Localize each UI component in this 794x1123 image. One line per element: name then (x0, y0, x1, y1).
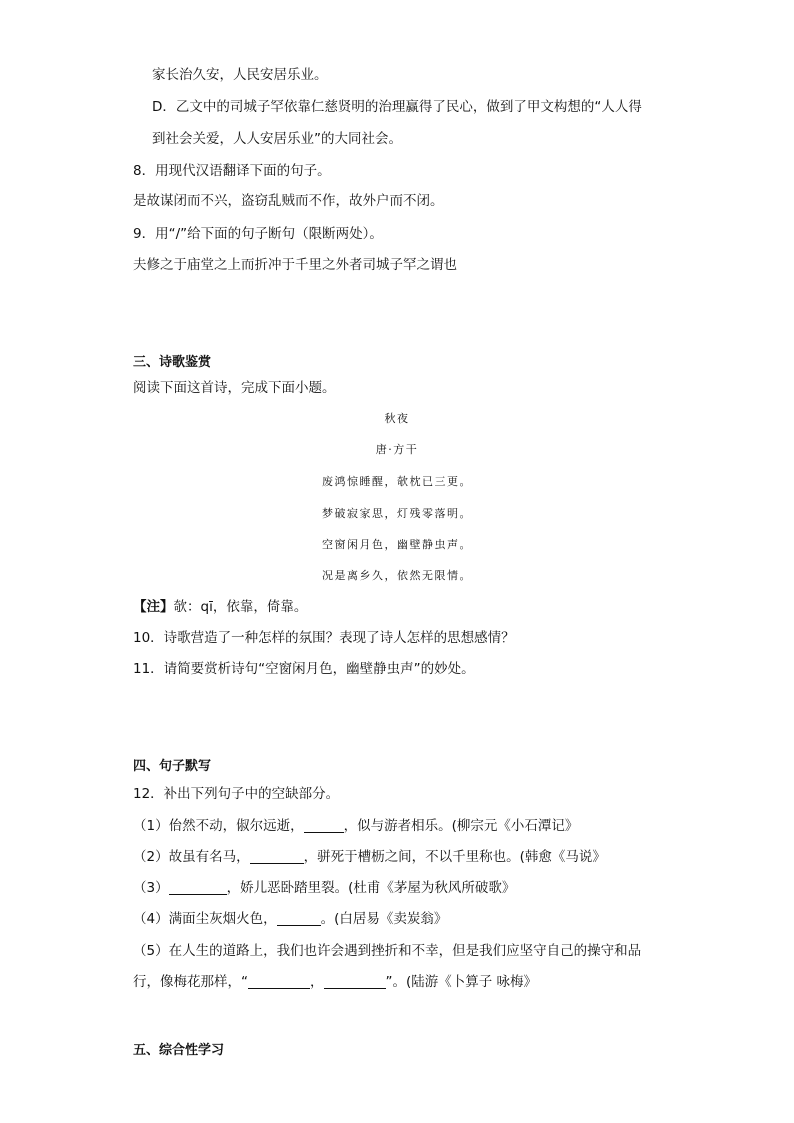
fill-item (133, 879, 515, 897)
question-9-sentence: 夫修之于庙堂之上而折冲于千里之外者司城子罕之谓也 (133, 257, 457, 273)
answer-blank[interactable] (169, 880, 227, 895)
fill-item-suffix: 。(白居易《卖炭翁》 (320, 911, 448, 927)
fill-item-5-line1: （5）在人生的道路上，我们也许会遇到挫折和不幸，但是我们应坚守自己的操守和品 (133, 943, 642, 959)
fill-item (133, 910, 447, 928)
poem-title: 秋夜 (384, 412, 410, 425)
question-9-prompt: 9．用“/”给下面的句子断句（限断两处）。 (133, 226, 383, 242)
poem-line: 梦破寂家思，灯残零落明。 (322, 507, 472, 520)
fill-item-prefix: （2）故虽有名马， (133, 849, 250, 865)
fill-item-prefix: （1）佁然不动，俶尔远逝， (133, 818, 304, 834)
fill-item-suffix: ，似与游者相乐。(柳宗元《小石潭记》 (343, 818, 579, 834)
answer-blank[interactable] (304, 818, 344, 833)
fill-item (133, 817, 578, 835)
fill-item-prefix: （3） (133, 880, 169, 896)
fill-item-suffix: ，娇儿恶卧踏里裂。(杜甫《茅屋为秋风所破歌》 (226, 880, 516, 896)
question-12: 12．补出下列句子中的空缺部分。 (133, 786, 340, 802)
answer-blank[interactable] (324, 974, 386, 989)
fill-item-prefix: （4）满面尘灰烟火色， (133, 911, 277, 927)
answer-blank[interactable] (250, 849, 304, 864)
note-text: 欹：qī，依靠，倚靠。 (173, 599, 308, 615)
question-8-prompt: 8．用现代汉语翻译下面的句子。 (133, 163, 331, 179)
question-8-sentence: 是故谋闭而不兴，盗窃乱贼而不作，故外户而不闭。 (133, 193, 444, 209)
poem-line: 废鸿惊睡醒，欹枕已三更。 (322, 475, 472, 488)
option-d-line: D．乙文中的司城子罕依靠仁慈贤明的治理赢得了民心，做到了甲文构想的“人人得 (152, 99, 642, 115)
poem-line: 空窗闲月色，幽壁静虫声。 (322, 538, 472, 551)
section-3-heading: 三、诗歌鉴赏 (133, 355, 212, 370)
fill-item-5-line2 (133, 973, 537, 991)
poem-line: 况是离乡久，依然无限情。 (322, 569, 472, 582)
section-5-heading: 五、综合性学习 (133, 1043, 225, 1058)
text-line: 到社会关爱，人人安居乐业”的大同社会。 (152, 131, 402, 147)
answer-blank[interactable] (277, 911, 321, 926)
fill-item-separator: ， (310, 974, 324, 990)
poem-note (133, 598, 307, 616)
fill-item-suffix: ，骈死于槽枥之间，不以千里称也。(韩愈《马说》 (303, 849, 606, 865)
section-3-intro: 阅读下面这首诗，完成下面小题。 (133, 380, 336, 396)
poem-author: 唐·方干 (375, 443, 419, 456)
fill-item (133, 848, 606, 866)
note-tag: 【注】 (133, 599, 174, 615)
question-11: 11．请简要赏析诗句“空窗闲月色，幽壁静虫声”的妙处。 (133, 661, 475, 677)
fill-item-suffix: ”。(陆游《卜算子 咏梅》 (385, 974, 538, 990)
text-line: 家长治久安，人民安居乐业。 (152, 67, 328, 83)
fill-item-prefix: 行，像梅花那样，“ (133, 974, 248, 990)
question-10: 10．诗歌营造了一种怎样的氛围？表现了诗人怎样的思想感情？ (133, 630, 515, 646)
section-4-heading: 四、句子默写 (133, 759, 212, 774)
answer-blank[interactable] (248, 974, 310, 989)
